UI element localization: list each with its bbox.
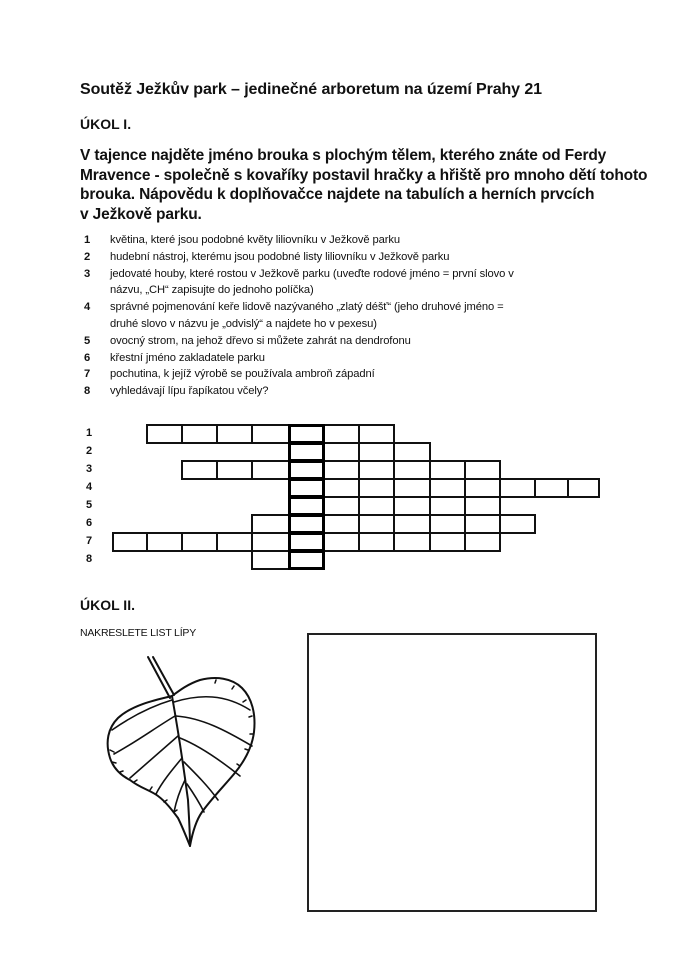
crossword-secret-cell[interactable] (288, 496, 325, 516)
crossword-cell[interactable] (429, 460, 466, 480)
crossword-cell[interactable] (323, 442, 360, 462)
crossword-cell[interactable] (429, 496, 466, 516)
crossword-row-number: 7 (86, 535, 93, 547)
crossword-cell[interactable] (464, 460, 501, 480)
crossword-secret-cell[interactable] (288, 514, 325, 534)
crossword-cell[interactable] (499, 514, 536, 534)
task1-heading: ÚKOL I. (80, 116, 132, 132)
clue-text: správné pojmenování keře lidově nazývaného „zlatý déšť“ (jeho druhové jméno = (110, 301, 504, 314)
crossword-cell[interactable] (112, 532, 148, 552)
crossword-cell[interactable] (358, 424, 395, 444)
crossword-cell[interactable] (567, 478, 600, 498)
clue-text: křestní jméno zakladatele parku (110, 351, 265, 364)
crossword-cell[interactable] (181, 460, 218, 480)
crossword-cell[interactable] (323, 424, 360, 444)
page-title: Soutěž Ježkův park – jedinečné arboretum na území Prahy 21 (80, 81, 542, 98)
crossword-secret-cell[interactable] (288, 478, 325, 498)
crossword-secret-cell[interactable] (288, 550, 325, 570)
crossword-secret-cell[interactable] (288, 460, 325, 480)
crossword-cell[interactable] (393, 532, 431, 552)
crossword-cell[interactable] (429, 532, 466, 552)
crossword-cell[interactable] (358, 532, 395, 552)
crossword-cell[interactable] (429, 514, 466, 534)
clue-number: 3 (84, 267, 91, 280)
crossword-cell[interactable] (499, 478, 536, 498)
crossword-cell[interactable] (393, 496, 431, 516)
crossword-cell[interactable] (429, 478, 466, 498)
crossword-secret-cell[interactable] (288, 424, 325, 444)
clue-number: 8 (84, 385, 91, 398)
drawing-area-box[interactable] (307, 633, 597, 912)
crossword-cell[interactable] (534, 478, 569, 498)
clue-number: 1 (84, 234, 91, 246)
crossword-cell[interactable] (323, 496, 360, 516)
crossword-cell[interactable] (216, 424, 253, 444)
crossword-row-number: 1 (86, 427, 93, 439)
linden-leaf-icon (100, 650, 270, 850)
crossword-cell[interactable] (393, 514, 431, 534)
crossword-row-number: 8 (86, 553, 93, 565)
task2-heading: ÚKOL II. (80, 597, 135, 613)
clue-text: jedovaté houby, které rostou v Ježkově parku (uveďte rodové jméno = první slovo v (110, 267, 514, 280)
clue-number: 7 (84, 368, 91, 381)
crossword-row-number: 3 (86, 463, 93, 475)
intro-line: v Ježkově parku. (80, 206, 202, 224)
clue-text: hudební nástroj, kterému jsou podobné listy liliovníku v Ježkově parku (110, 250, 450, 263)
crossword-cell[interactable] (323, 514, 360, 534)
clue-number: 2 (84, 250, 91, 263)
crossword-cell[interactable] (358, 478, 395, 498)
crossword-cell[interactable] (358, 460, 395, 480)
clue-text: názvu, „CH“ zapisujte do jednoho políčka) (110, 284, 314, 297)
crossword-cell[interactable] (323, 460, 360, 480)
crossword-cell[interactable] (216, 460, 253, 480)
clue-number: 5 (84, 334, 91, 347)
crossword-cell[interactable] (146, 532, 183, 552)
intro-line: V tajence najděte jméno brouka s plochým tělem, kterého znáte od Ferdy (80, 147, 607, 164)
crossword-cell[interactable] (393, 460, 431, 480)
clue-text: vyhledávají lípu řapíkatou včely? (110, 385, 269, 398)
clue-text: pochutina, k jejíž výrobě se používala ambroň západní (110, 368, 375, 381)
crossword-row-number: 5 (86, 499, 93, 511)
intro-line: Mravence - společně s kovaříky postavil hračky a hřiště pro mnoho dětí tohoto (80, 166, 648, 184)
clue-number: 6 (84, 351, 91, 364)
clue-text: ovocný strom, na jehož dřevo si můžete zahrát na dendrofonu (110, 334, 411, 347)
crossword-cell[interactable] (464, 532, 501, 552)
clue-text: květina, které jsou podobné květy liliovníku v Ježkově parku (110, 234, 401, 246)
crossword-cell[interactable] (464, 478, 501, 498)
crossword-cell[interactable] (251, 424, 290, 444)
clue-number: 4 (84, 301, 91, 314)
crossword-cell[interactable] (323, 478, 360, 498)
crossword-cell[interactable] (358, 496, 395, 516)
crossword-row-number: 6 (86, 517, 93, 529)
crossword-cell[interactable] (393, 442, 431, 462)
crossword-cell[interactable] (393, 478, 431, 498)
drawing-instruction: NAKRESLETE LIST LÍPY (80, 627, 197, 639)
crossword-cell[interactable] (146, 424, 183, 444)
intro-line: brouka. Nápovědu k doplňovačce najdete na tabulích a herních prvcích (80, 186, 595, 204)
crossword-cell[interactable] (464, 496, 501, 516)
crossword-secret-cell[interactable] (288, 442, 325, 462)
crossword-secret-cell[interactable] (288, 532, 325, 552)
crossword-cell[interactable] (323, 532, 360, 552)
crossword-cell[interactable] (464, 514, 501, 534)
crossword-row-number: 2 (86, 445, 93, 457)
crossword-row-number: 4 (86, 481, 93, 493)
crossword-cell[interactable] (251, 514, 290, 534)
crossword-cell[interactable] (251, 550, 290, 570)
crossword-cell[interactable] (251, 532, 290, 552)
crossword-cell[interactable] (181, 424, 218, 444)
crossword-cell[interactable] (251, 460, 290, 480)
crossword-cell[interactable] (181, 532, 218, 552)
crossword-cell[interactable] (216, 532, 253, 552)
clue-text: druhé slovo v názvu je „odvislý“ a najdete ho v pexesu) (110, 317, 377, 330)
crossword-cell[interactable] (358, 514, 395, 534)
crossword-cell[interactable] (358, 442, 395, 462)
